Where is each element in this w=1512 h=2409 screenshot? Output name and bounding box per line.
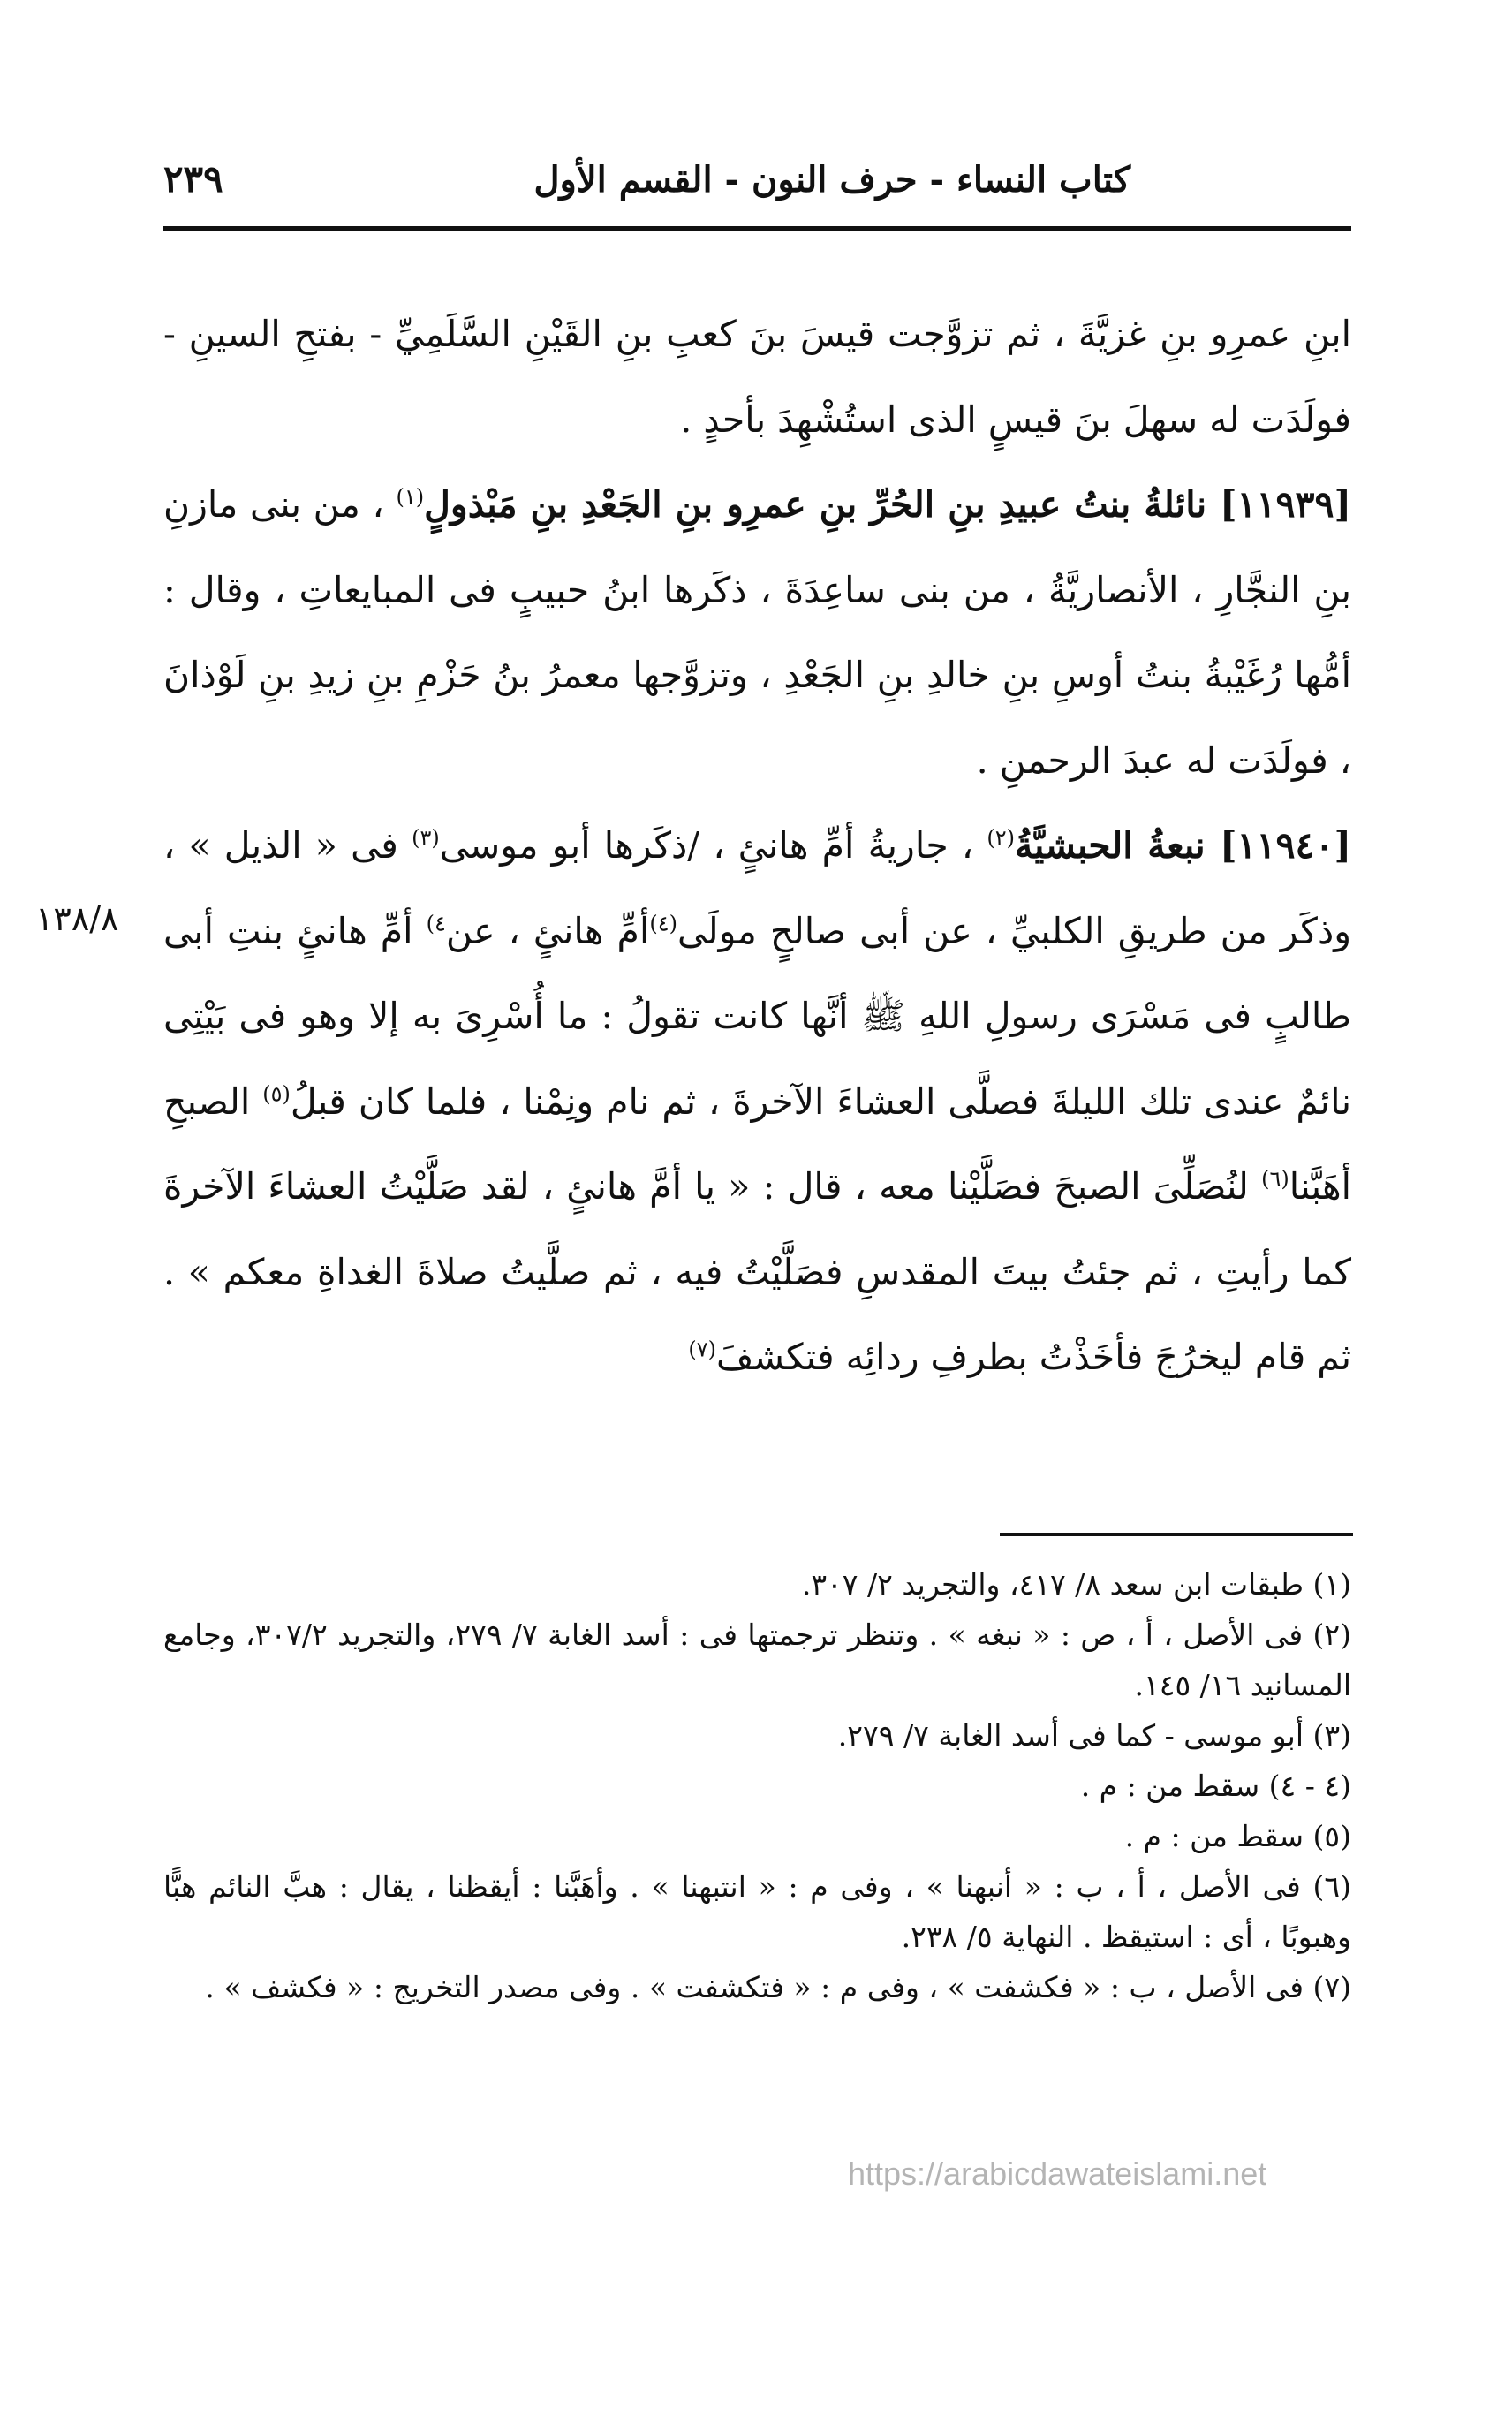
- entry-text: أمِّ هانئٍ بنتِ أبى طالبٍ فى مَسْرَى رسولِ اللهِ ﷺ أنَّها كانت تقولُ : ما أُسْرِىَ به إلا وهو فى بَيْتِى نائمٌ عندى تلك الليلةَ فصلَّى العشاءَ الآخرةَ ، ثم نام ونِمْنا ، فلما كان قبلُ: [163, 909, 1351, 1123]
- entry-11939: [163, 462, 1351, 803]
- footnote-6: (٦) فى الأصل ، أ ، ب : « أنبهنا » ، وفى م : « انتبهنا » . وأهَبَّنا : أيقظنا ، يقال : هبَّ النائم هبًّا وهبوبًا ، أى : استيقظ . النهاية ٥/ ٢٣٨.: [163, 1869, 1351, 1954]
- entry-heading: [١١٩٤٠] نبعةُ الحبشيَّةُ: [1014, 824, 1351, 867]
- entry-text: فى « الذيل » ، وذكَر من طريقِ الكلبيِّ ، عن أبى صالحٍ مولَى: [163, 824, 1352, 952]
- margin-reference: ١٣٨/٨: [35, 899, 119, 938]
- entry-text: ، جاريةُ أمِّ هانئٍ ، /ذكَرها أبو موسى: [439, 824, 974, 867]
- page-header: [163, 152, 1351, 214]
- watermark-url: https://arabicdawateislami.net: [848, 2155, 1267, 2192]
- entry-text: لنُصَلِّىَ الصبحَ فصَلَّيْنا معه ، قال : « يا أمَّ هانئٍ ، لقد صَلَّيْتُ العشاءَ الآخرةَ كما رأيتِ ، ثم جئتُ بيتَ المقدسِ فصَلَّيْتُ فيه ، ثم صلَّيتُ صلاةَ الغداةِ معكم » . ثم قام ليخرُجَ فأخَذْتُ بطرفِ ردائِه فتكشفَ: [163, 1165, 1351, 1378]
- footnote-7: (٧) فى الأصل ، ب : « فكشفت » ، وفى م : « فتكشفت » . وفى مصدر التخريج : « فكشف » .: [205, 1970, 1351, 2004]
- entry-text: ، من بنى مازنِ بنِ النجَّارِ ، الأنصاريَّةُ ، من بنى ساعِدَةَ ، ذكَرها ابنُ حبيبٍ فى المبايعاتِ ، وقال : أمُّها رُغَيْبةُ بنتُ أوسِ بنِ خالدِ بنِ الجَعْدِ ، وتزوَّجها معمرُ بنُ حَزْمِ بنِ زيدِ بنِ لَوْذانَ ، فولَدَت له عبدَ الرحمنِ .: [163, 483, 1351, 782]
- footnote-ref: (٤): [649, 910, 677, 936]
- footnote-ref: (٥): [262, 1080, 291, 1106]
- main-text: [163, 292, 1351, 1400]
- entry-text: الصبحِ أهَبَّنا: [163, 1080, 1351, 1208]
- footnote-ref: ٤): [426, 910, 446, 936]
- footnote-ref: (١): [396, 484, 425, 510]
- footnote-ref: (٢): [987, 825, 1015, 851]
- entry-text: أمِّ هانئٍ ، عن: [445, 909, 650, 952]
- running-title: كتاب النساء - حرف النون - القسم الأول: [533, 159, 1130, 201]
- header-rule: [163, 226, 1351, 231]
- entry-11940: [163, 803, 1351, 1400]
- footnote-5: (٥) سقط من : م .: [1124, 1819, 1351, 1853]
- footnote-ref: (٦): [1261, 1166, 1289, 1192]
- footnote-2: (٢) فى الأصل ، أ ، ص : « نبغه » . وتنظر ترجمتها فى : أسد الغابة ٧/ ٢٧٩، والتجريد ٣٠٧/٢، وجامع المسانيد ١٦/ ١٤٥.: [163, 1617, 1351, 1702]
- footnote-ref: (٣): [412, 825, 440, 851]
- footnotes-rule: [1000, 1533, 1353, 1536]
- footnote-ref: (٧): [688, 1337, 717, 1362]
- footnote-3: (٣) أبو موسى - كما فى أسد الغابة ٧/ ٢٧٩.: [837, 1718, 1351, 1753]
- footnote-1: (١) طبقات ابن سعد ٨/ ٤١٧، والتجريد ٢/ ٣٠٧.: [801, 1567, 1351, 1602]
- page-number: ٢٣٩: [163, 157, 223, 201]
- entry-heading: [١١٩٣٩] نائلةُ بنتُ عبيدِ بنِ الحُرِّ بنِ عمرِو بنِ الجَعْدِ بنِ مَبْذولٍ: [424, 483, 1351, 526]
- paragraph-continuation: ابنِ عمرِو بنِ غزيَّةَ ، ثم تزوَّجت قيسَ بنَ كعبِ بنِ القَيْنِ السَّلَمِيِّ - بفتحِ السينِ - فولَدَت له سهلَ بنَ قيسٍ الذى استُشْهِدَ بأحدٍ .: [163, 313, 1351, 441]
- footnotes: [163, 1559, 1351, 2012]
- footnote-4: (٤ - ٤) سقط من : م .: [1080, 1769, 1351, 1803]
